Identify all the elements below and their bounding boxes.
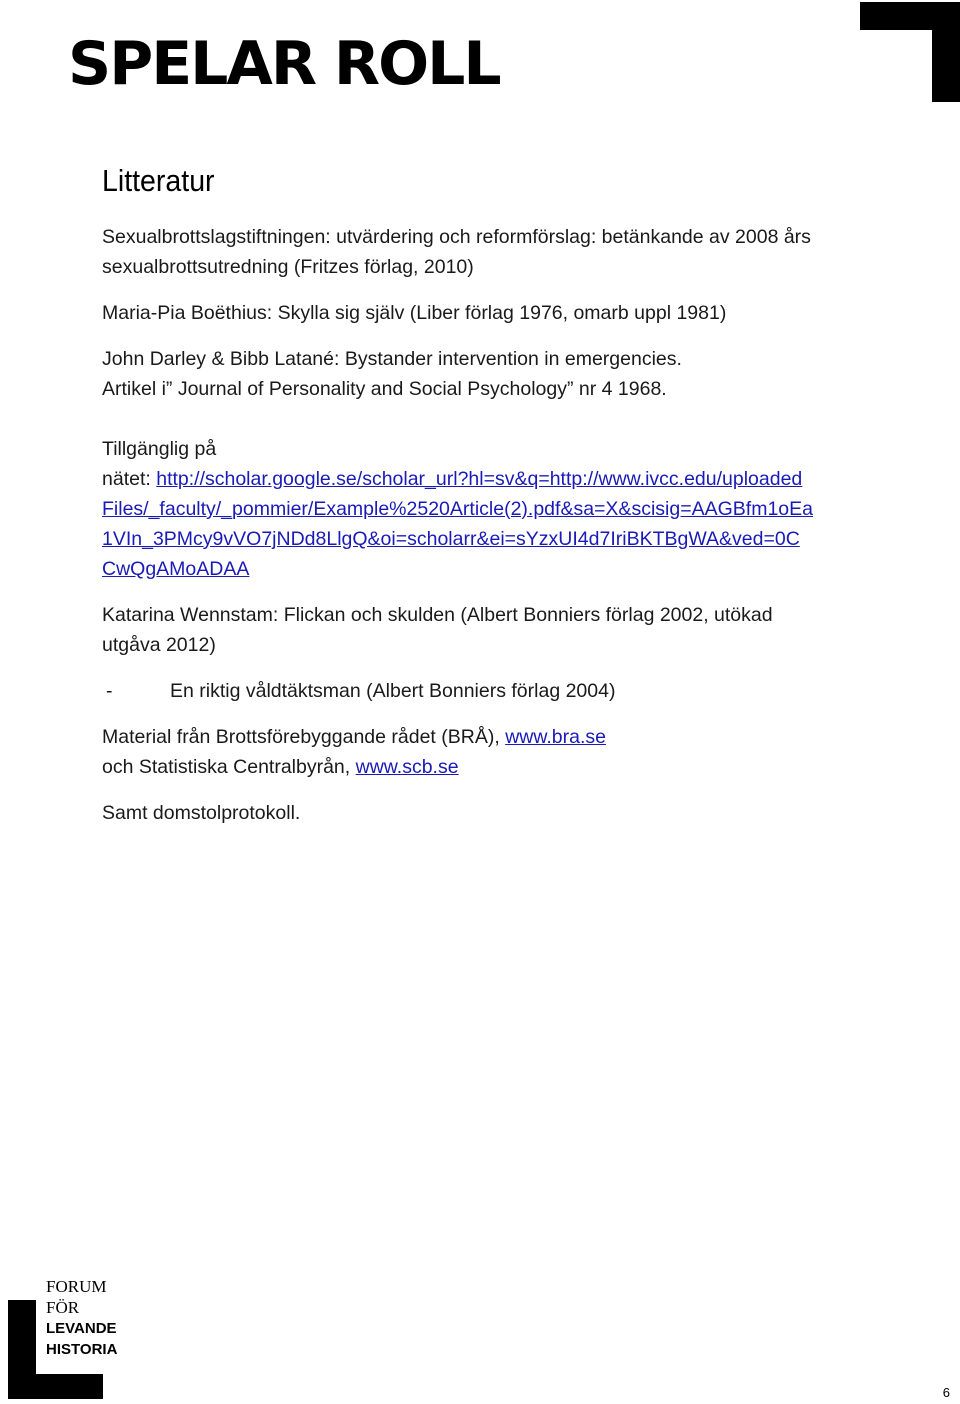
reference-line: Artikel i” Journal of Personality and Social Psychology” nr 4 1968. — [102, 378, 667, 400]
section-heading: Litteratur — [102, 163, 215, 198]
bra-link[interactable]: www.bra.se — [505, 726, 606, 748]
scholar-link-cont[interactable]: Files/_faculty/_pommier/Example%2520Article(2).pdf&sa=X&scisig=AAGBfm1oEa — [102, 498, 813, 520]
logo-word: FÖR — [46, 1298, 80, 1317]
list-item — [102, 676, 882, 706]
reference-entry — [102, 344, 882, 404]
material-line — [102, 752, 882, 782]
corner-bracket-icon — [860, 2, 960, 102]
dash-bullet: - — [106, 680, 113, 702]
closing-note: Samt domstolprotokoll. — [102, 802, 301, 824]
logo-bar-horizontal — [8, 1374, 103, 1399]
reference-line: Sexualbrottslagstiftningen: utvärdering och reformförslag: betänkande av 2008 års — [102, 226, 811, 248]
material-text: och Statistiska Centralbyrån, — [102, 756, 356, 778]
list-item-text: En riktig våldtäktsman (Albert Bonniers förlag 2004) — [170, 680, 616, 702]
logo-word: FORUM — [46, 1277, 107, 1296]
access-label: Tillgänglig på — [102, 438, 217, 460]
reference-list — [102, 222, 882, 844]
page-number: 6 — [942, 1385, 950, 1400]
material-line — [102, 722, 882, 752]
reference-entry — [102, 298, 882, 328]
logo-word: LEVANDE — [46, 1320, 117, 1337]
access-label-prefix: nätet: — [102, 468, 157, 490]
reference-line: Katarina Wennstam: Flickan och skulden (Albert Bonniers förlag 2002, utökad — [102, 604, 773, 626]
brand-title: SPELAR ROLL — [68, 29, 500, 99]
reference-entry — [102, 222, 882, 282]
reference-line: John Darley & Bibb Latané: Bystander intervention in emergencies. — [102, 348, 682, 370]
material-entry — [102, 722, 882, 782]
online-access — [102, 434, 882, 584]
logo-word: HISTORIA — [46, 1341, 118, 1358]
scb-link[interactable]: www.scb.se — [355, 756, 459, 778]
material-text: Material från Brottsförebyggande rådet (BRÅ), — [102, 726, 506, 748]
scholar-link-cont[interactable]: 1VIn_3PMcy9vVO7jNDd8LlgQ&oi=scholarr&ei=sYzxUI4d7IriBKTBgWA&ved=0C — [102, 528, 800, 550]
scholar-link[interactable] — [156, 468, 802, 490]
forum-logo — [8, 1276, 168, 1400]
reference-line: Maria-Pia Boëthius: Skylla sig själv (Liber förlag 1976, omarb uppl 1981) — [102, 302, 727, 324]
reference-entry — [102, 600, 882, 660]
scholar-link-cont[interactable]: CwQgAMoADAA — [102, 558, 250, 580]
reference-line: utgåva 2012) — [102, 634, 216, 656]
url-line: http://scholar.google.se/scholar_url?hl=sv&q=http://www.ivcc.edu/uploaded — [156, 468, 803, 490]
access-url-block — [102, 464, 882, 584]
reference-line: sexualbrottsutredning (Fritzes förlag, 2010) — [102, 256, 474, 278]
